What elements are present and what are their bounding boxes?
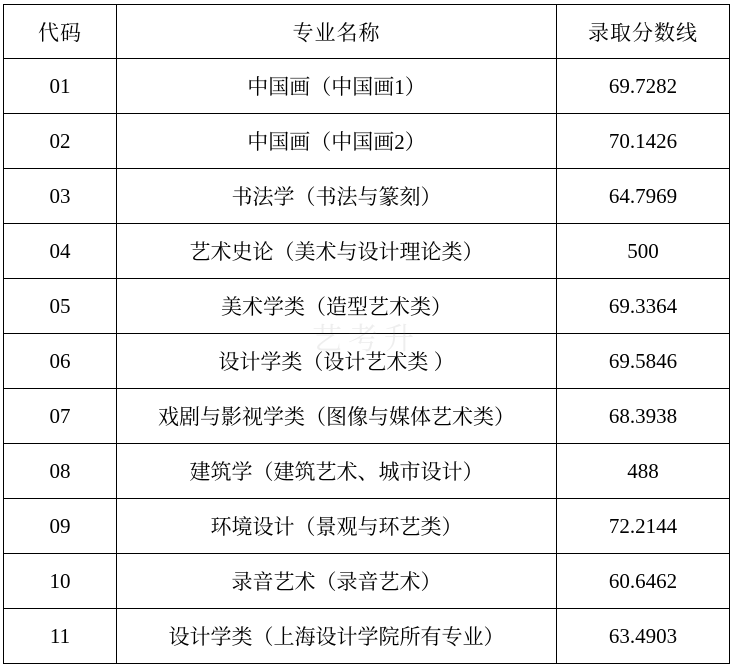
cell-major: 美术学类（造型艺术类）	[117, 279, 557, 334]
admission-score-table	[3, 4, 730, 664]
table-row	[4, 59, 730, 114]
column-header-major: 专业名称	[117, 5, 557, 59]
table-row	[4, 554, 730, 609]
cell-score: 68.3938	[557, 389, 730, 444]
cell-score: 69.7282	[557, 59, 730, 114]
table-row	[4, 334, 730, 389]
cell-code: 10	[4, 554, 117, 609]
table-header	[4, 5, 730, 59]
table-row	[4, 279, 730, 334]
cell-score: 72.2144	[557, 499, 730, 554]
cell-major: 艺术史论（美术与设计理论类）	[117, 224, 557, 279]
cell-code: 09	[4, 499, 117, 554]
cell-score: 500	[557, 224, 730, 279]
cell-score: 488	[557, 444, 730, 499]
cell-major: 建筑学（建筑艺术、城市设计）	[117, 444, 557, 499]
cell-major: 环境设计（景观与环艺类）	[117, 499, 557, 554]
cell-major: 中国画（中国画1）	[117, 59, 557, 114]
cell-score: 69.5846	[557, 334, 730, 389]
table-row	[4, 169, 730, 224]
cell-code: 07	[4, 389, 117, 444]
cell-score: 63.4903	[557, 609, 730, 664]
cell-major: 戏剧与影视学类（图像与媒体艺术类）	[117, 389, 557, 444]
cell-major: 录音艺术（录音艺术）	[117, 554, 557, 609]
column-header-score: 录取分数线	[557, 5, 730, 59]
cell-score: 60.6462	[557, 554, 730, 609]
cell-code: 01	[4, 59, 117, 114]
table-row	[4, 389, 730, 444]
table-row	[4, 224, 730, 279]
table-header-row	[4, 5, 730, 59]
cell-score: 64.7969	[557, 169, 730, 224]
table-row	[4, 499, 730, 554]
column-header-code: 代码	[4, 5, 117, 59]
table-body	[4, 59, 730, 664]
cell-score: 70.1426	[557, 114, 730, 169]
cell-major: 书法学（书法与篆刻）	[117, 169, 557, 224]
cell-score: 69.3364	[557, 279, 730, 334]
cell-major: 设计学类（设计艺术类 ）	[117, 334, 557, 389]
cell-code: 05	[4, 279, 117, 334]
cell-code: 03	[4, 169, 117, 224]
cell-code: 06	[4, 334, 117, 389]
table-row	[4, 609, 730, 664]
score-table-page	[0, 4, 732, 668]
table-row	[4, 114, 730, 169]
cell-code: 08	[4, 444, 117, 499]
table-row	[4, 444, 730, 499]
cell-major: 中国画（中国画2）	[117, 114, 557, 169]
cell-code: 04	[4, 224, 117, 279]
cell-code: 11	[4, 609, 117, 664]
cell-code: 02	[4, 114, 117, 169]
cell-major: 设计学类（上海设计学院所有专业）	[117, 609, 557, 664]
